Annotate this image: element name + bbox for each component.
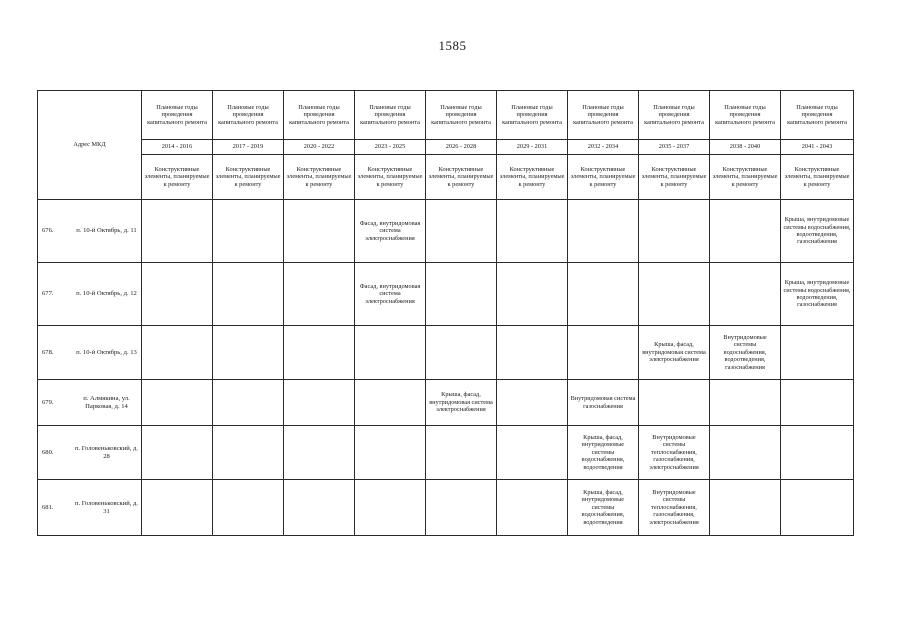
building-address: п. 10-й Октябрь, д. 12 <box>76 290 137 298</box>
empty-cell <box>781 426 854 480</box>
header-row-periods <box>38 140 854 155</box>
building-address: п. Головеньковский, д. 28 <box>74 445 139 460</box>
empty-cell <box>568 326 639 380</box>
period-header: 2017 - 2019 <box>213 140 284 155</box>
empty-cell <box>284 326 355 380</box>
empty-cell <box>213 200 284 263</box>
empty-cell <box>142 426 213 480</box>
header-row-elements <box>38 155 854 200</box>
empty-cell <box>213 426 284 480</box>
building-address: п. Головеньковский, д. 31 <box>74 500 139 515</box>
empty-cell <box>497 263 568 326</box>
table-row <box>38 263 854 326</box>
address-cell <box>38 326 142 380</box>
row-number: 677. <box>42 290 54 298</box>
empty-cell <box>710 426 781 480</box>
empty-cell <box>710 263 781 326</box>
period-header: 2035 - 2037 <box>639 140 710 155</box>
elements-header: Конструктивные элементы, планируемые к ремонту <box>284 155 355 200</box>
period-header: 2014 - 2016 <box>142 140 213 155</box>
repair-elements-cell: Крыша, фасад, внутридомовая система электроснабжения <box>639 326 710 380</box>
empty-cell <box>710 200 781 263</box>
period-header: 2020 - 2022 <box>284 140 355 155</box>
building-address: п. 10-й Октябрь, д. 13 <box>76 348 137 356</box>
row-number: 679. <box>42 398 54 406</box>
planned-years-header: Плановые годы проведения капитального ремонта <box>568 91 639 140</box>
planned-years-header: Плановые годы проведения капитального ремонта <box>497 91 568 140</box>
empty-cell <box>426 263 497 326</box>
repair-elements-cell: Крыша, фасад, внутридомовые системы водоснабжения, водоотведения <box>568 480 639 536</box>
elements-header: Конструктивные элементы, планируемые к ремонту <box>568 155 639 200</box>
address-column-header: Адрес МКД <box>38 91 142 200</box>
empty-cell <box>497 426 568 480</box>
empty-cell <box>710 380 781 426</box>
empty-cell <box>426 480 497 536</box>
address-cell <box>38 480 142 536</box>
repair-elements-cell: Фасад, внутридомовая система электроснабжения <box>355 200 426 263</box>
row-number: 680. <box>42 448 54 456</box>
repair-elements-cell: Внутридомовые системы теплоснабжения, газоснабжения, электроснабжения <box>639 480 710 536</box>
empty-cell <box>426 426 497 480</box>
address-cell <box>38 426 142 480</box>
elements-header: Конструктивные элементы, планируемые к ремонту <box>426 155 497 200</box>
empty-cell <box>497 380 568 426</box>
empty-cell <box>781 380 854 426</box>
empty-cell <box>355 426 426 480</box>
empty-cell <box>284 200 355 263</box>
period-header: 2029 - 2031 <box>497 140 568 155</box>
page-number: 1585 <box>438 38 467 53</box>
repair-schedule-table <box>37 90 854 536</box>
table-body <box>38 91 854 536</box>
period-header: 2041 - 2043 <box>781 140 854 155</box>
empty-cell <box>639 380 710 426</box>
elements-header: Конструктивные элементы, планируемые к ремонту <box>639 155 710 200</box>
empty-cell <box>213 263 284 326</box>
empty-cell <box>213 326 284 380</box>
empty-cell <box>426 326 497 380</box>
table-row <box>38 200 854 263</box>
period-header: 2038 - 2040 <box>710 140 781 155</box>
row-number: 676. <box>42 227 54 235</box>
repair-elements-cell: Крыша, внутридомовые системы водоснабжения, водоотведения, газоснабжения <box>781 263 854 326</box>
building-address: п. 10-й Октябрь, д. 11 <box>76 227 137 235</box>
table-row <box>38 480 854 536</box>
empty-cell <box>568 263 639 326</box>
row-number: 678. <box>42 348 54 356</box>
empty-cell <box>355 326 426 380</box>
empty-cell <box>213 480 284 536</box>
empty-cell <box>284 263 355 326</box>
empty-cell <box>284 380 355 426</box>
empty-cell <box>355 380 426 426</box>
empty-cell <box>497 326 568 380</box>
empty-cell <box>284 426 355 480</box>
repair-elements-cell: Внутридомовые системы водоснабжения, водоотведения, газоснабжения <box>710 326 781 380</box>
period-header: 2023 - 2025 <box>355 140 426 155</box>
address-cell <box>38 263 142 326</box>
repair-elements-cell: Фасад, внутридомовая система электроснабжения <box>355 263 426 326</box>
empty-cell <box>497 480 568 536</box>
planned-years-header: Плановые годы проведения капитального ремонта <box>355 91 426 140</box>
planned-years-header: Плановые годы проведения капитального ремонта <box>426 91 497 140</box>
address-cell <box>38 200 142 263</box>
period-header: 2032 - 2034 <box>568 140 639 155</box>
empty-cell <box>213 380 284 426</box>
header-row-planned-years <box>38 91 854 140</box>
planned-years-header: Плановые годы проведения капитального ремонта <box>142 91 213 140</box>
empty-cell <box>142 326 213 380</box>
planned-years-header: Плановые годы проведения капитального ремонта <box>781 91 854 140</box>
empty-cell <box>142 263 213 326</box>
empty-cell <box>639 200 710 263</box>
planned-years-header: Плановые годы проведения капитального ремонта <box>710 91 781 140</box>
empty-cell <box>781 326 854 380</box>
address-cell <box>38 380 142 426</box>
empty-cell <box>781 480 854 536</box>
table-row <box>38 426 854 480</box>
planned-years-header: Плановые годы проведения капитального ремонта <box>284 91 355 140</box>
empty-cell <box>284 480 355 536</box>
empty-cell <box>142 380 213 426</box>
repair-elements-cell: Внутридомовая система газоснабжения <box>568 380 639 426</box>
elements-header: Конструктивные элементы, планируемые к ремонту <box>213 155 284 200</box>
table-row <box>38 326 854 380</box>
empty-cell <box>639 263 710 326</box>
empty-cell <box>142 200 213 263</box>
planned-years-header: Плановые годы проведения капитального ремонта <box>213 91 284 140</box>
empty-cell <box>710 480 781 536</box>
empty-cell <box>142 480 213 536</box>
repair-elements-cell: Крыша, фасад, внутридомовая система электроснабжения <box>426 380 497 426</box>
row-number: 681. <box>42 503 54 511</box>
elements-header: Конструктивные элементы, планируемые к ремонту <box>355 155 426 200</box>
empty-cell <box>426 200 497 263</box>
empty-cell <box>497 200 568 263</box>
repair-elements-cell: Крыша, фасад, внутридомовые системы водоснабжения, водоотведения <box>568 426 639 480</box>
period-header: 2026 - 2028 <box>426 140 497 155</box>
elements-header: Конструктивные элементы, планируемые к ремонту <box>710 155 781 200</box>
table-row <box>38 380 854 426</box>
building-address: п. Алмякина, ул. Парковая, д. 14 <box>83 395 130 410</box>
planned-years-header: Плановые годы проведения капитального ремонта <box>639 91 710 140</box>
elements-header: Конструктивные элементы, планируемые к ремонту <box>781 155 854 200</box>
empty-cell <box>568 200 639 263</box>
repair-elements-cell: Крыша, внутридомовые системы водоснабжения, водоотведения, газоснабжения <box>781 200 854 263</box>
elements-header: Конструктивные элементы, планируемые к ремонту <box>142 155 213 200</box>
repair-elements-cell: Внутридомовые системы теплоснабжения, газоснабжения, электроснабжения <box>639 426 710 480</box>
empty-cell <box>355 480 426 536</box>
elements-header: Конструктивные элементы, планируемые к ремонту <box>497 155 568 200</box>
